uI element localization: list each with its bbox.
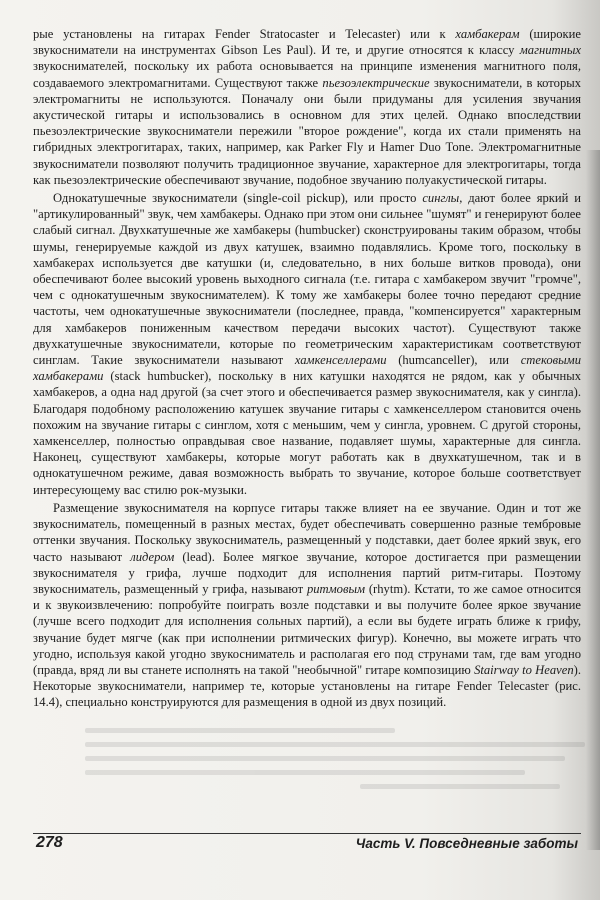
text-run: ). Некоторые звукосниматели, например те, которые установлены на гитаре Fender Telecaster (рис. 14.4), специально конструируются для размещения в одной из двух позиций. <box>33 662 581 710</box>
italic-term: пьезоэлектрические <box>322 75 430 90</box>
text-run: , дают более яркий и "артикулированный" звук, чем хамбакеры. Однако при этом они сильнее "шумят" и генерируют более слабый сигнал. Двухкатушечные же хамбакеры (humbucker) сконструированы таким образом, чтобы шумы, генерируемые каждой из двух катушек, взаимно подавлялись. Кроме того, поскольку в хамбакерах используется две катушки (и, следовательно, в них больше витков провода), они обеспечивают более высокий уровень выходного сигнала (т.е. гитара с хамбакером звучит "громче", чем с однокатушечным звукоснимателем). К тому же хамбакеры более точно передают средние частоты, чем однокатушечные звукосниматели (последнее, правда, "компенсируется" характерным для хамбакеров пониженным качеством передачи высоких частот). Существуют также двухкатушечные звукосниматели, которые по геометрическим характеристикам соответствуют синглам. Такие звукосниматели называют <box>33 191 581 368</box>
text-run: (stack humbucker), поскольку в них катушки находятся не рядом, как у обычных хамбакеров, а одна над другой (за счет этого и обеспечивается размер звукоснимателя, как у сингла). Благодаря подобному расположению катушек звучание гитары с хамкенселлером становится очень похожим на звучание гитары с синглом, хотя с меньшим, чем у сингла, уровнем. С другой стороны, хамкенселлер, полностью оправдывая свое название, подавляет шумы, характерные для сингла. Наконец, существуют хамбакеры, которые могут работать как в двухкатушечном, так и в однокатушечном режиме, давая возможность выбрать то звучание, которое больше соответствует интересующему вас стилю рок-музыки. <box>33 369 581 497</box>
italic-term: лидером <box>130 549 175 564</box>
italic-term: хамкенселлерами <box>294 353 387 368</box>
text-run: (rhytm). Кстати, то же самое относится и к звукоизвлечению: попробуйте поиграть возле подставки и вы получите более яркое звучание (лучше всего подходит для исполнения сольных партий), а если вы будете играть ближе к грифу, звучание будет мягче (как при исполнении ритмических фигур). Конечно, вы можете играть что угодно, используя какой угодно звукосниматель и располагая его под струнами там, где вам угодно (правда, вряд ли вы станете исполнять на такой "необычной" гитаре композицию <box>33 581 581 677</box>
text-run: звукосниматели, в которых электромагниты не используются. Поначалу они были придуманы для усиления звучания акустической гитары и использовались в основном для этих целей. Однако впоследствии пьезоэлектрические звукосниматели пережили "второе рождение", когда их стали применять на гибридных электрогитарах, таких, например, как Parker Fly и Hamer Duo Tone. Электромагнитные звукосниматели позволяют получить традиционное звучание, характерное для электрогитары, тогда как пьезоэлектрические обеспечивают звучание, подобное звучанию полуакустической гитары. <box>33 75 581 187</box>
text-run: Размещение звукоснимателя на корпусе гитары также влияет на ее звучание. Один и тот же звукосниматель, помещенный в разных местах, будет обеспечивать совершенно разные тембровые оттенки звучания. Поскольку звукосниматель, размещенный у подставки, дает более яркий звук, его часто называют <box>33 500 581 564</box>
italic-term: хамбакерам <box>455 27 520 41</box>
italic-term: стековыми хамбакерами <box>33 353 581 384</box>
text-run: рые установлены на гитарах Fender Stratocaster и Telecaster) или к <box>33 27 456 41</box>
text-run: звукоснимателей, поскольку их работа основывается на принципе изменения магнитного поля, создаваемого электромагнитами. Существуют также <box>33 59 581 90</box>
paragraph <box>33 26 581 188</box>
body-text <box>33 26 581 711</box>
text-run: (lead). Более мягкое звучание, которое достигается при размещении звукоснимателя у грифа, лучше подходит для исполнения партий ритм-гитары. Поэтому звукосниматель, размещенный у грифа, называют <box>33 549 581 596</box>
italic-term: ритмовым <box>306 581 366 596</box>
italic-term: Stairway to Heaven <box>474 662 574 677</box>
running-footer: Часть V. Повседневные заботы <box>355 836 578 851</box>
footer-rule <box>33 833 581 834</box>
italic-term: магнитных <box>519 43 581 58</box>
text-run: (humcanceller), или <box>386 353 521 368</box>
paragraph <box>33 190 581 498</box>
page-edge-shadow <box>586 150 600 850</box>
text-run: Однокатушечные звукосниматели (single-coil pickup), или просто <box>53 191 423 206</box>
paragraph <box>33 500 581 711</box>
bleed-through-text <box>85 728 585 828</box>
italic-term: синглы <box>422 191 460 206</box>
page-number: 278 <box>36 834 63 851</box>
text-run: (широкие звукосниматели на инструментах Gibson Les Paul). И те, и другие относятся к классу <box>33 27 581 58</box>
